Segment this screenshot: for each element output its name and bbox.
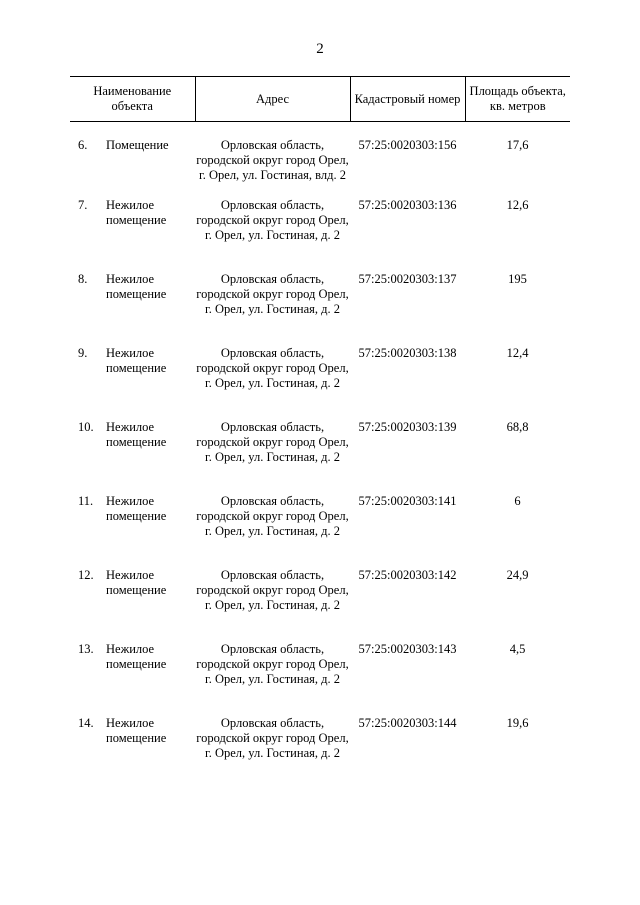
- object-type: Нежилое помещение: [106, 494, 167, 523]
- address-cell: Орловская область, городской округ город Орел, г. Орел, ул. Гостиная, д. 2: [196, 346, 349, 390]
- table-row: [70, 122, 570, 199]
- header-area: Площадь объекта, кв. метров: [465, 77, 570, 122]
- cadastral-cell: 57:25:0020303:138: [358, 346, 457, 360]
- page-number: 2: [316, 41, 324, 57]
- row-number: 6.: [78, 138, 88, 152]
- area-cell: 6: [514, 494, 521, 508]
- cadastral-cell: 57:25:0020303:156: [358, 138, 457, 152]
- area-cell: 19,6: [506, 716, 529, 730]
- table-row: [70, 198, 570, 272]
- object-type: Нежилое помещение: [106, 642, 167, 671]
- object-type: Помещение: [106, 138, 169, 152]
- name-cell: [70, 198, 195, 272]
- row-number: 13.: [78, 642, 94, 656]
- address-cell: Орловская область, городской округ город Орел, г. Орел, ул. Гостиная, д. 2: [196, 272, 349, 316]
- area-cell: 12,4: [506, 346, 529, 360]
- area-cell: 12,6: [506, 198, 529, 212]
- row-number: 10.: [78, 420, 94, 434]
- object-type: Нежилое помещение: [106, 420, 167, 449]
- address-cell: Орловская область, городской округ город Орел, г. Орел, ул. Гостиная, д. 2: [196, 198, 349, 242]
- name-cell: [70, 642, 195, 716]
- table-header-row: [70, 77, 570, 122]
- table-row: [70, 420, 570, 494]
- table-row: [70, 642, 570, 716]
- cadastral-cell: 57:25:0020303:143: [358, 642, 457, 656]
- property-table: [70, 76, 570, 790]
- cadastral-cell: 57:25:0020303:142: [358, 568, 457, 582]
- name-cell: [70, 420, 195, 494]
- row-number: 11.: [78, 494, 94, 508]
- name-cell: [70, 272, 195, 346]
- header-address: Адрес: [195, 77, 350, 122]
- address-cell: Орловская область, городской округ город Орел, г. Орел, ул. Гостиная, д. 2: [196, 494, 349, 538]
- row-number: 14.: [78, 716, 94, 730]
- address-cell: Орловская область, городской округ город Орел, г. Орел, ул. Гостиная, д. 2: [196, 642, 349, 686]
- row-number: 7.: [78, 198, 88, 212]
- header-name: Наименование объекта: [93, 84, 172, 113]
- address-cell: Орловская область, городской округ город Орел, г. Орел, ул. Гостиная, влд. 2: [196, 138, 349, 182]
- area-cell: 195: [508, 272, 527, 286]
- name-cell: [70, 122, 195, 199]
- object-type: Нежилое помещение: [106, 198, 167, 227]
- row-number: 12.: [78, 568, 94, 582]
- table-row: [70, 346, 570, 420]
- object-type: Нежилое помещение: [106, 568, 167, 597]
- object-type: Нежилое помещение: [106, 272, 167, 301]
- cadastral-cell: 57:25:0020303:144: [358, 716, 457, 730]
- table-row: [70, 494, 570, 568]
- row-number: 9.: [78, 346, 88, 360]
- area-cell: 24,9: [506, 568, 529, 582]
- area-cell: 17,6: [506, 138, 529, 152]
- header-cadastral: Кадастровый номер: [350, 77, 465, 122]
- table-row: [70, 716, 570, 790]
- name-cell: [70, 568, 195, 642]
- address-cell: Орловская область, городской округ город Орел, г. Орел, ул. Гостиная, д. 2: [196, 420, 349, 464]
- cadastral-cell: 57:25:0020303:139: [358, 420, 457, 434]
- name-cell: [70, 346, 195, 420]
- cadastral-cell: 57:25:0020303:136: [358, 198, 457, 212]
- area-cell: 4,5: [509, 642, 526, 656]
- address-cell: Орловская область, городской округ город Орел, г. Орел, ул. Гостиная, д. 2: [196, 568, 349, 612]
- area-cell: 68,8: [506, 420, 529, 434]
- table-body: [70, 122, 570, 791]
- cadastral-cell: 57:25:0020303:141: [358, 494, 457, 508]
- address-cell: Орловская область, городской округ город Орел, г. Орел, ул. Гостиная, д. 2: [196, 716, 349, 760]
- table-row: [70, 568, 570, 642]
- object-type: Нежилое помещение: [106, 716, 167, 745]
- name-cell: [70, 494, 195, 568]
- row-number: 8.: [78, 272, 88, 286]
- table-row: [70, 272, 570, 346]
- cadastral-cell: 57:25:0020303:137: [358, 272, 457, 286]
- name-cell: [70, 716, 195, 790]
- object-type: Нежилое помещение: [106, 346, 167, 375]
